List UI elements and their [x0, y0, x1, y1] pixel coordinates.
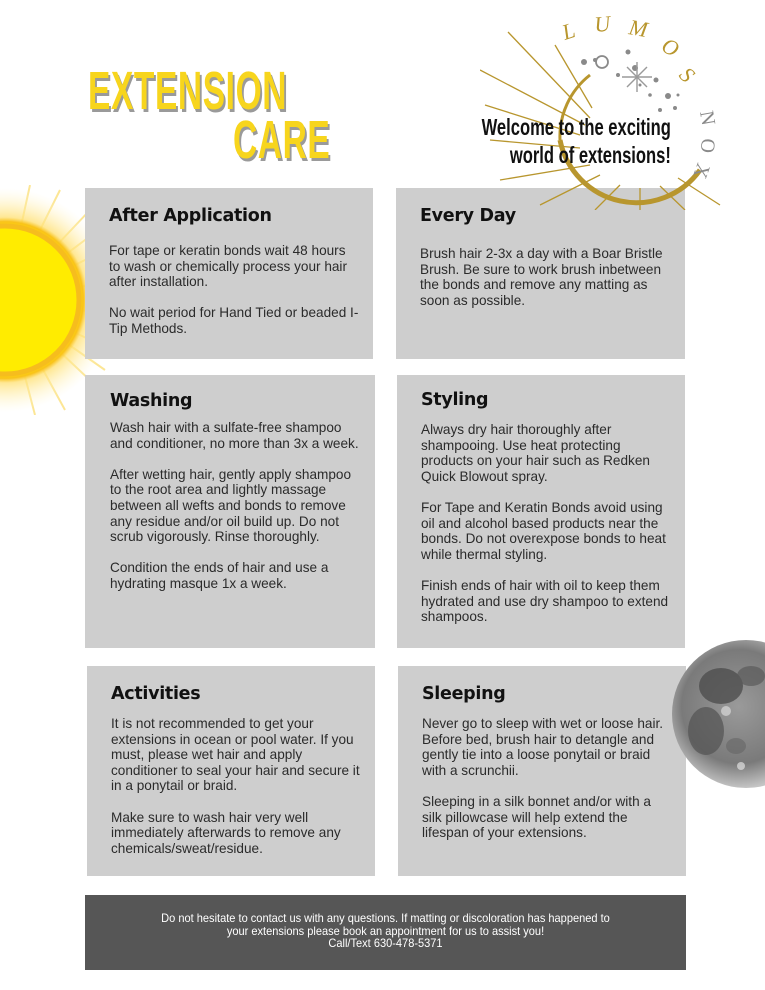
section-paragraph: Wash hair with a sulfate-free shampoo and conditioner, no more than 3x a week.: [110, 420, 359, 451]
svg-text:N: N: [695, 109, 720, 128]
section-paragraph: Make sure to wash hair very well immediately afterwards to remove any chemicals/sweat/residue.: [111, 809, 341, 856]
section-sleeping: [398, 666, 686, 876]
section-title: Styling: [421, 390, 489, 410]
section-paragraph: After wetting hair, gently apply shampoo to the root area and lightly massage between all wefts and bonds to remove any residue and/or oil build up. Do not scrub vigorously. Rinse thoroughly.: [110, 466, 352, 545]
contact-footer: [85, 895, 686, 970]
welcome-line-1: Welcome to the exciting: [481, 114, 671, 140]
lumos-nox-logo: [480, 0, 765, 210]
section-styling: [397, 375, 685, 648]
section-paragraph: For Tape and Keratin Bonds avoid using oil and alcohol based products near the bonds. Do not overexpose bonds to heat while thermal styling.: [421, 499, 666, 562]
section-washing: [85, 375, 375, 648]
svg-text:S: S: [674, 61, 700, 88]
footer-phone: Call/Text 630-478-5371: [328, 936, 443, 950]
section-paragraph: It is not recommended to get your extensions in ocean or pool water. If you must, please wet hair and apply conditioner to seal your hair and secure it in a ponytail or braid.: [111, 716, 360, 794]
moon-icon: [666, 636, 765, 796]
section-paragraph: Never go to sleep with wet or loose hair. Before bed, brush hair to detangle and gently tie into a loose ponytail or braid with a scrunchii.: [422, 716, 664, 778]
section-paragraph: For tape or keratin bonds wait 48 hours to wash or chemically process your hair after installation.: [109, 243, 347, 290]
title-care: CARE: [233, 110, 331, 170]
section-paragraph: Brush hair 2-3x a day with a Boar Bristle Brush. Be sure to work brush inbetween the bonds and remove any matting as soon as possible.: [420, 246, 663, 308]
svg-text:L: L: [558, 17, 579, 45]
section-activities: [87, 666, 375, 876]
section-title: Every Day: [420, 206, 516, 226]
section-paragraph: Condition the ends of hair and use a hydrating masque 1x a week.: [110, 560, 329, 591]
section-paragraph: Finish ends of hair with oil to keep them hydrated and use dry shampoo to extend shampoos.: [421, 577, 669, 625]
section-title: After Application: [109, 206, 272, 226]
title-extension: EXTENSION: [88, 61, 288, 121]
section-title: Activities: [111, 684, 201, 704]
svg-text:M: M: [627, 14, 650, 43]
section-every-day: [396, 188, 685, 359]
section-after-application: [85, 188, 373, 359]
section-paragraph: Always dry hair thoroughly after shampooing. Use heat protecting products on your hair such as Redken Quick Blowout spray.: [421, 422, 650, 484]
svg-text:X: X: [688, 160, 714, 182]
section-title: Washing: [110, 391, 193, 411]
welcome-message: [482, 113, 671, 169]
section-title: Sleeping: [422, 684, 506, 704]
footer-line-1: Do not hesitate to contact us with any questions. If matting or discoloration has happened to: [161, 911, 610, 925]
svg-text:O: O: [657, 32, 684, 62]
svg-text:U: U: [593, 10, 612, 37]
svg-text:O: O: [695, 137, 719, 154]
section-paragraph: Sleeping in a silk bonnet and/or with a silk pillowcase will help extend the lifespan of your extensions.: [422, 793, 651, 841]
section-paragraph: No wait period for Hand Tied or beaded I-Tip Methods.: [109, 305, 359, 336]
footer-line-2: your extensions please book an appointment for us to assist you!: [226, 923, 545, 938]
welcome-line-2: world of extensions!: [509, 142, 671, 168]
